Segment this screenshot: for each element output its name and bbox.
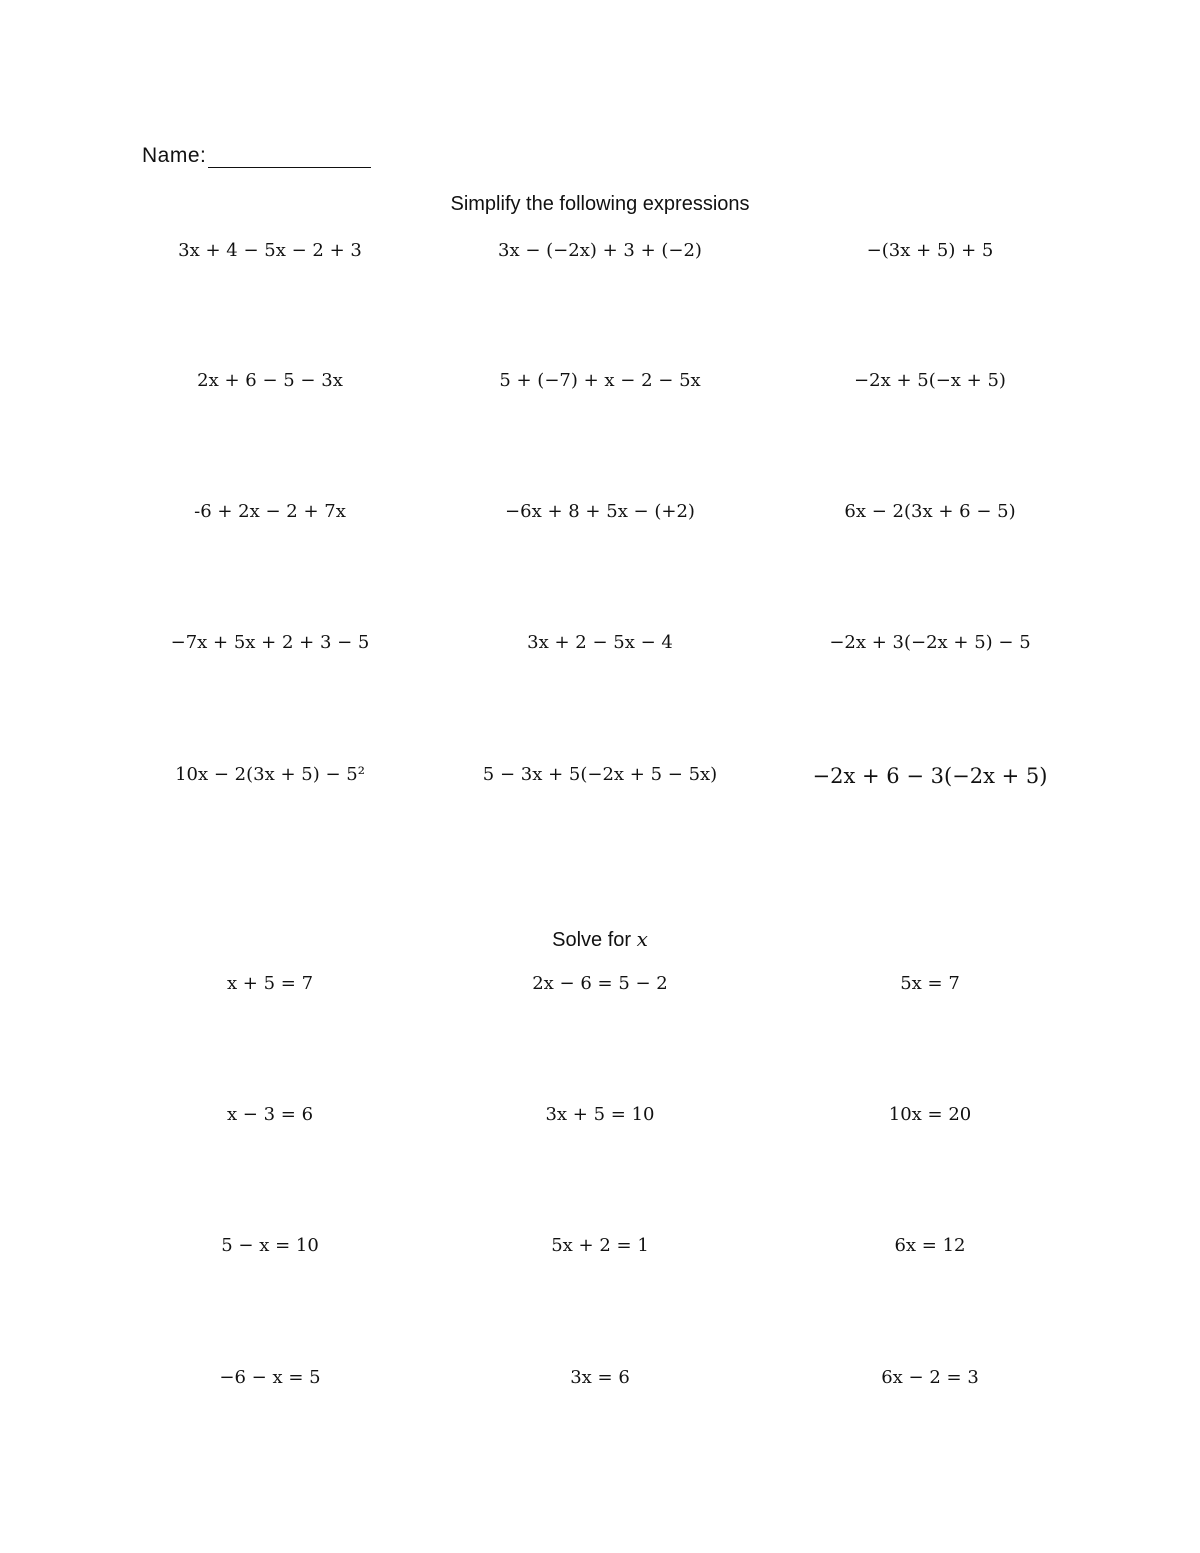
simplify-problem: −2x + 5(−x + 5) [854, 370, 1006, 391]
solve-problem: x + 5 = 7 [226, 973, 314, 994]
solve-problem: 6x = 12 [894, 1235, 966, 1256]
name-label: Name: [142, 144, 207, 167]
simplify-problem: 6x − 2(3x + 6 − 5) [844, 501, 1016, 522]
solve-heading-text: Solve for [552, 929, 637, 951]
simplify-problem: 2x + 6 − 5 − 3x [197, 370, 343, 391]
simplify-problem: 3x − (−2x) + 3 + (−2) [498, 240, 702, 261]
simplify-problem: −2x + 3(−2x + 5) − 5 [829, 632, 1031, 653]
simplify-problem: 3x + 2 − 5x − 4 [527, 632, 673, 653]
solve-heading-variable: x [636, 927, 648, 951]
solve-problem: −6 − x = 5 [219, 1367, 321, 1388]
solve-problem: 2x − 6 = 5 − 2 [532, 973, 668, 994]
solve-problem: 3x + 5 = 10 [545, 1104, 655, 1125]
solve-problem: 3x = 6 [570, 1367, 630, 1388]
simplify-problem: 3x + 4 − 5x − 2 + 3 [178, 240, 362, 261]
name-blank-line[interactable] [208, 147, 371, 168]
simplify-problem: 5 − 3x + 5(−2x + 5 − 5x) [482, 764, 718, 785]
simplify-heading: Simplify the following expressions [450, 193, 750, 215]
solve-problem: 5x = 7 [900, 973, 960, 994]
simplify-problem: −7x + 5x + 2 + 3 − 5 [170, 632, 370, 653]
simplify-problem: 5 + (−7) + x − 2 − 5x [499, 370, 701, 391]
simplify-problem: -6 + 2x − 2 + 7x [194, 501, 346, 522]
solve-problem: x − 3 = 6 [226, 1104, 314, 1125]
solve-problem: 10x = 20 [888, 1104, 972, 1125]
solve-problem: 5 − x = 10 [221, 1235, 319, 1256]
simplify-problem: −2x + 6 − 3(−2x + 5) [812, 764, 1048, 788]
simplify-problem: −(3x + 5) + 5 [866, 240, 994, 261]
simplify-problem: −6x + 8 + 5x − (+2) [505, 501, 695, 522]
name-field [142, 144, 371, 168]
simplify-problem: 10x − 2(3x + 5) − 5² [175, 764, 365, 785]
solve-problem: 5x + 2 = 1 [551, 1235, 649, 1256]
solve-problem: 6x − 2 = 3 [881, 1367, 979, 1388]
solve-heading [0, 927, 1200, 952]
